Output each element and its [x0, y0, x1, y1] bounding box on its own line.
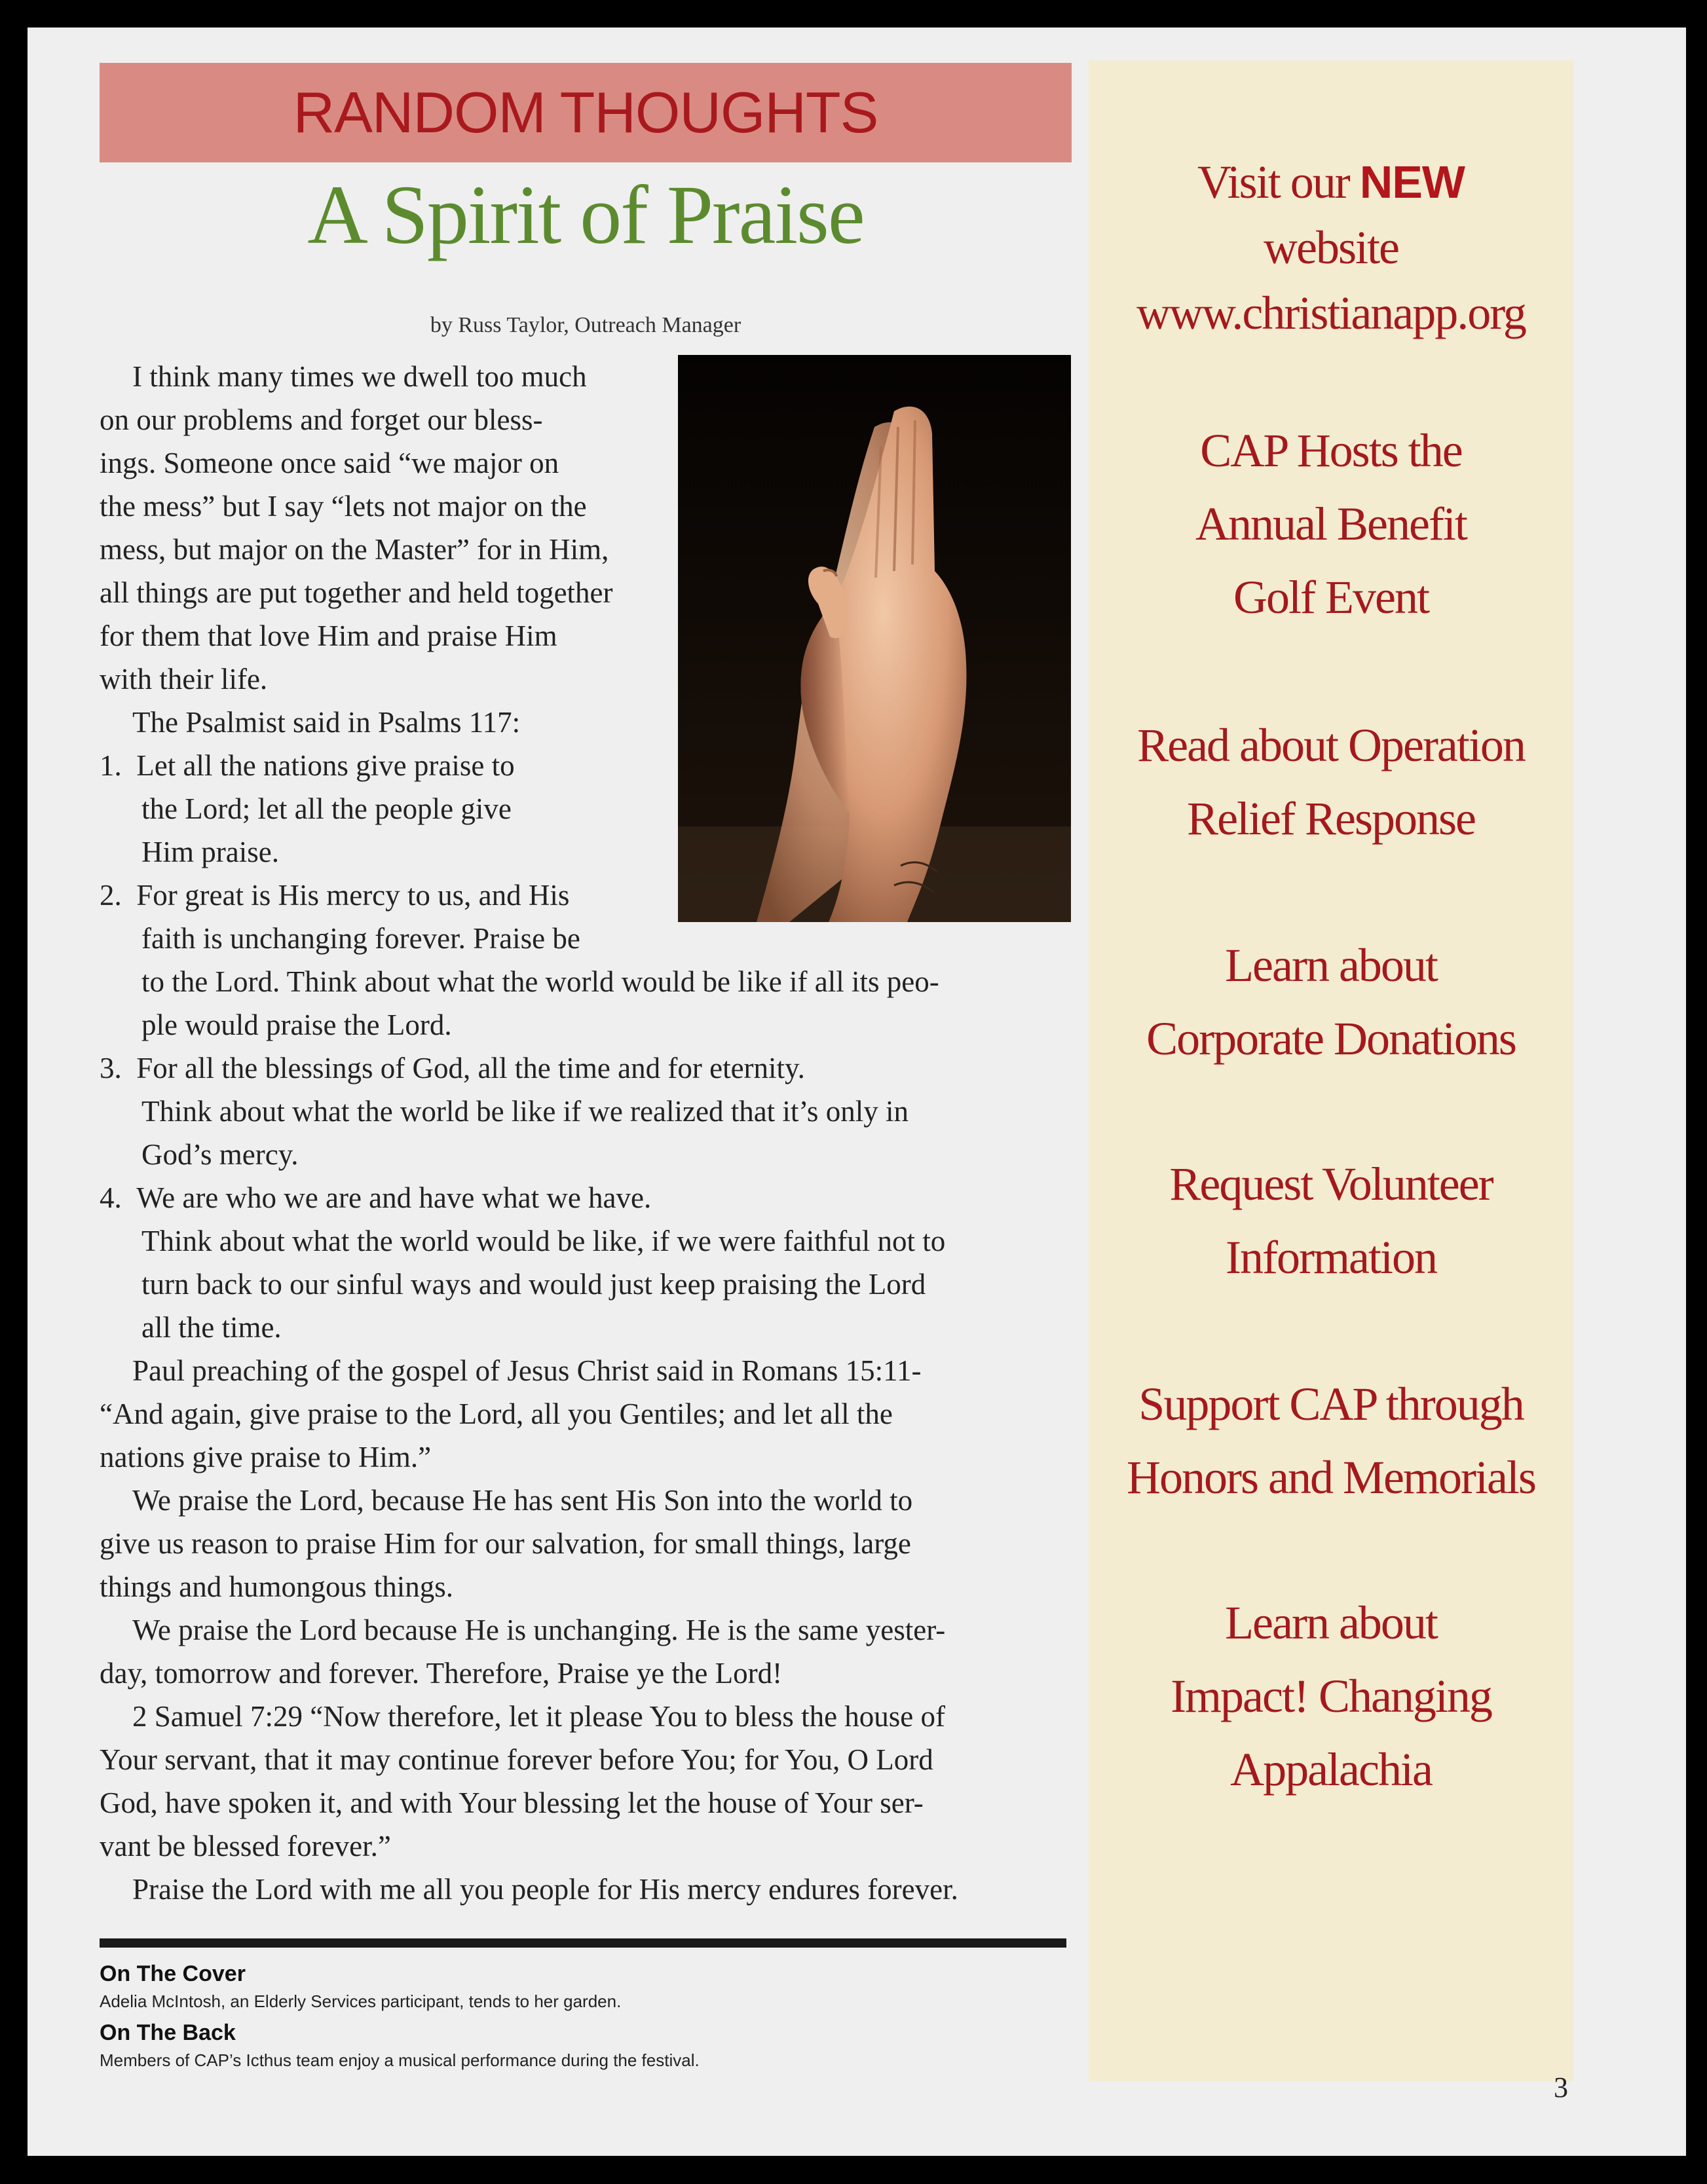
- list-item-continuation: turn back to our sinful ways and would just keep praising the Lord: [141, 1268, 926, 1301]
- donations-line: Corporate Donations: [1146, 1012, 1516, 1065]
- article-line: all things are put together and held together: [100, 576, 613, 609]
- back-caption-text: Members of CAP’s Icthus team enjoy a musical performance during the festival.: [100, 2050, 700, 2070]
- corporate-donations-link[interactable]: [1089, 929, 1573, 1075]
- list-item-continuation: Him praise.: [141, 836, 279, 868]
- magazine-page: [28, 28, 1686, 2156]
- honors-line: Honors and Memorials: [1127, 1451, 1535, 1504]
- section-banner-text: RANDOM THOUGHTS: [293, 80, 878, 145]
- list-item-continuation: Think about what the world would be like, if we were faithful not to: [141, 1225, 946, 1257]
- article-line: the mess” but I say “lets not major on the: [100, 490, 587, 523]
- article-line: Paul preaching of the gospel of Jesus Christ said in Romans 15:11-: [132, 1354, 922, 1387]
- article-line: We praise the Lord, because He has sent His Son into the world to: [132, 1484, 913, 1517]
- caption-divider: [100, 1938, 1066, 1948]
- article-line: We praise the Lord because He is unchanging. He is the same yester-: [132, 1614, 946, 1646]
- relief-line: Read about Operation: [1137, 719, 1525, 771]
- article-body: [100, 355, 1089, 1911]
- article-line: for them that love Him and praise Him: [100, 620, 557, 652]
- back-caption-heading: On The Back: [100, 2020, 236, 2045]
- list-item: 1. Let all the nations give praise to: [100, 749, 515, 782]
- volunteer-line: Information: [1226, 1231, 1436, 1284]
- article-line: “And again, give praise to the Lord, all you Gentiles; and let all the: [100, 1397, 893, 1430]
- article-line: Your servant, that it may continue forever before You; for You, O Lord: [100, 1743, 933, 1776]
- article-line: 2 Samuel 7:29 “Now therefore, let it please You to bless the house of: [132, 1700, 946, 1733]
- article-line: on our problems and forget our bless-: [100, 403, 543, 436]
- volunteer-line: Request Volunteer: [1169, 1158, 1493, 1210]
- article-line: mess, but major on the Master” for in Him,: [100, 533, 609, 566]
- section-banner: [100, 63, 1072, 162]
- impact-line: Appalachia: [1230, 1743, 1432, 1796]
- cover-caption-heading: On The Cover: [100, 1961, 246, 1986]
- list-item-continuation: all the time.: [141, 1311, 282, 1344]
- honors-line: Support CAP through: [1138, 1378, 1524, 1430]
- article-line: ings. Someone once said “we major on: [100, 447, 559, 479]
- list-item-continuation: to the Lord. Think about what the world would be like if all its peo-: [141, 965, 939, 998]
- volunteer-info-link[interactable]: [1089, 1147, 1573, 1294]
- page-number: 3: [1554, 2071, 1568, 2103]
- article-line: nations give praise to Him.”: [100, 1441, 432, 1473]
- article-line: with their life.: [100, 663, 268, 695]
- cover-caption-text: Adelia McIntosh, an Elderly Services participant, tends to her garden.: [100, 1991, 622, 2011]
- list-item: 2. For great is His mercy to us, and His: [100, 879, 570, 912]
- list-item: 4. We are who we are and have what we have.: [100, 1181, 652, 1214]
- relief-line: Relief Response: [1187, 792, 1475, 845]
- article-byline: by Russ Taylor, Outreach Manager: [430, 313, 741, 337]
- list-item-continuation: ple would praise the Lord.: [141, 1009, 452, 1041]
- list-item: 3. For all the blessings of God, all the time and for eternity.: [100, 1052, 805, 1084]
- golf-line: Golf Event: [1233, 571, 1429, 623]
- website-word: website: [1264, 221, 1398, 274]
- website-url-link[interactable]: www.christianapp.org: [1136, 287, 1526, 339]
- operation-relief-link[interactable]: [1089, 709, 1573, 855]
- honors-memorials-link[interactable]: [1089, 1367, 1573, 1514]
- golf-line: CAP Hosts the: [1200, 424, 1462, 477]
- list-item-continuation: Think about what the world be like if we realized that it’s only in: [141, 1095, 909, 1128]
- website-visit-text: Visit our: [1197, 156, 1349, 208]
- article-line: God, have spoken it, and with Your blessing let the house of Your ser-: [100, 1786, 924, 1819]
- impact-line: Learn about: [1225, 1597, 1437, 1649]
- article-line: give us reason to praise Him for our salvation, for small things, large: [100, 1527, 911, 1560]
- impact-appalachia-link[interactable]: [1089, 1586, 1573, 1806]
- website-promo[interactable]: [1089, 149, 1573, 346]
- donations-line: Learn about: [1225, 939, 1437, 991]
- article-line: I think many times we dwell too much: [132, 360, 587, 393]
- article-title: A Spirit of Praise: [307, 168, 864, 261]
- golf-line: Annual Benefit: [1195, 498, 1467, 550]
- list-item-continuation: God’s mercy.: [141, 1138, 299, 1171]
- sidebar-links: [1089, 60, 1573, 2081]
- golf-event-link[interactable]: [1089, 414, 1573, 634]
- impact-line: Impact! Changing: [1171, 1670, 1491, 1722]
- article-line: The Psalmist said in Psalms 117:: [132, 706, 521, 739]
- article-line: Praise the Lord with me all you people for His mercy endures forever.: [132, 1873, 958, 1906]
- list-item-continuation: faith is unchanging forever. Praise be: [141, 922, 580, 955]
- article-line: day, tomorrow and forever. Therefore, Praise ye the Lord!: [100, 1657, 783, 1690]
- article-line: vant be blessed forever.”: [100, 1830, 391, 1862]
- article-line: things and humongous things.: [100, 1570, 454, 1603]
- list-item-continuation: the Lord; let all the people give: [141, 792, 512, 825]
- photo-captions: [100, 1959, 1066, 2077]
- new-badge: NEW: [1359, 157, 1465, 208]
